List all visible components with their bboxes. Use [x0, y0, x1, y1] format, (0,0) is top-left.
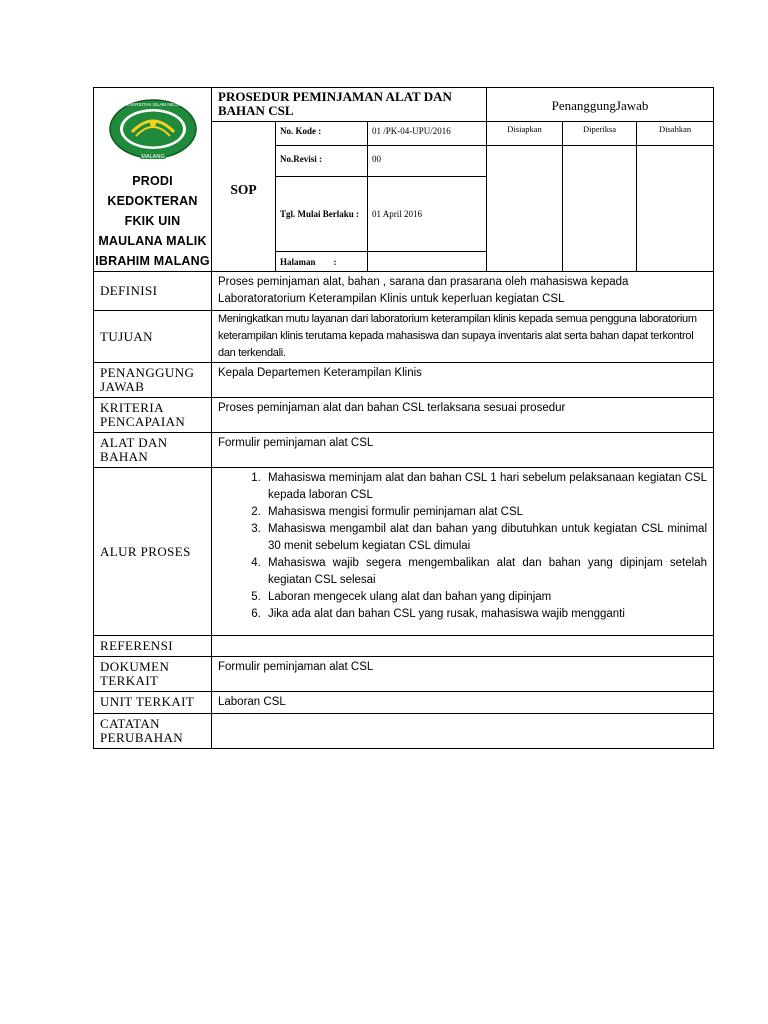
document-title: PROSEDUR PEMINJAMAN ALAT DAN BAHAN CSL [212, 88, 487, 122]
row-penanggung-jawab [94, 363, 714, 398]
meta-label-halaman: Halaman : [276, 252, 368, 272]
alur-steps-list [212, 468, 713, 625]
university-logo-icon [108, 98, 198, 162]
sop-body-table [93, 271, 714, 749]
signature-diperiksa-box [563, 146, 637, 272]
meta-label-tgl-berlaku: Tgl. Mulai Berlaku : [276, 177, 368, 252]
value-definisi: Proses peminjaman alat, bahan , sarana dan prasarana oleh mahasiswa kepada Laboratoratorium Keterampilan Klinis untuk keperluan kegiatan CSL [212, 272, 714, 311]
svg-text:UNIVERSITAS ISLAM NEGERI: UNIVERSITAS ISLAM NEGERI [121, 102, 184, 107]
meta-value-no-kode: 01 /PK-04-UPU/2016 [368, 122, 487, 146]
value-penanggung-jawab: Kepala Departemen Keterampilan Klinis [212, 363, 714, 398]
sop-header-table [93, 87, 714, 272]
value-alur-proses [212, 468, 714, 636]
svg-text:MALANG: MALANG [140, 154, 165, 160]
alur-step: 5. Laboran mengecek ulang alat dan bahan yang dipinjam [264, 589, 707, 606]
label-catatan-perubahan: CATATAN PERUBAHAN [94, 714, 212, 749]
meta-label-no-revisi: No.Revisi : [276, 146, 368, 177]
meta-value-halaman [368, 252, 487, 272]
label-definisi: DEFINISI [94, 272, 212, 311]
value-dokumen-terkait: Formulir peminjaman alat CSL [212, 657, 714, 692]
label-penanggung-jawab: PENANGGUNG JAWAB [94, 363, 212, 398]
label-alat-bahan: ALAT DAN BAHAN [94, 433, 212, 468]
signature-disahkan-label: Disahkan [637, 122, 714, 146]
alur-step: 2. Mahasiswa mengisi formulir peminjaman alat CSL [264, 504, 707, 521]
sop-document [93, 87, 713, 749]
label-alur-proses: ALUR PROSES [94, 468, 212, 636]
penanggung-jawab-header: PenanggungJawab [487, 88, 714, 122]
meta-label-no-kode: No. Kode : [276, 122, 368, 146]
meta-value-tgl-berlaku: 01 April 2016 [368, 177, 487, 252]
row-alur-proses [94, 468, 714, 636]
alur-step: 1. Mahasiswa meminjam alat dan bahan CSL 1 hari sebelum pelaksanaan kegiatan CSL kepada laboran CSL [264, 470, 707, 504]
row-unit-terkait [94, 692, 714, 714]
meta-value-no-revisi: 00 [368, 146, 487, 177]
label-dokumen-terkait: DOKUMEN TERKAIT [94, 657, 212, 692]
row-kriteria [94, 398, 714, 433]
signature-disiapkan-label: Disiapkan [487, 122, 563, 146]
row-alat-bahan [94, 433, 714, 468]
signature-disiapkan-box [487, 146, 563, 272]
row-referensi [94, 636, 714, 657]
label-unit-terkait: UNIT TERKAIT [94, 692, 212, 714]
prodi-name: PRODI KEDOKTERAN FKIK UIN MAULANA MALIK IBRAHIM MALANG [95, 174, 210, 268]
signature-disahkan-box [637, 146, 714, 272]
alur-step: 4. Mahasiswa wajib segera mengembalikan alat dan bahan yang dipinjam setelah kegiatan CSL selesai [264, 555, 707, 589]
signature-diperiksa-label: Diperiksa [563, 122, 637, 146]
value-unit-terkait: Laboran CSL [212, 692, 714, 714]
label-kriteria: KRITERIA PENCAPAIAN [94, 398, 212, 433]
sop-label: SOP [212, 122, 276, 272]
row-dokumen-terkait [94, 657, 714, 692]
alur-step: 6. Jika ada alat dan bahan CSL yang rusak, mahasiswa wajib mengganti [264, 606, 707, 623]
value-kriteria: Proses peminjaman alat dan bahan CSL terlaksana sesuai prosedur [212, 398, 714, 433]
label-tujuan: TUJUAN [94, 311, 212, 363]
value-catatan-perubahan [212, 714, 714, 749]
row-definisi [94, 272, 714, 311]
row-catatan-perubahan [94, 714, 714, 749]
label-referensi: REFERENSI [94, 636, 212, 657]
value-tujuan: Meningkatkan mutu layanan dari laboratorium keterampilan klinis kepada semua pengguna laboratorium keterampilan klinis terutama kepada mahasiswa dan supaya inventaris alat serta bahan dapat terkontrol dan terkendali. [212, 311, 714, 363]
row-tujuan [94, 311, 714, 363]
alur-step: 3. Mahasiswa mengambil alat dan bahan yang dibutuhkan untuk kegiatan CSL minimal 30 menit sebelum kegiatan CSL dimulai [264, 521, 707, 555]
value-alat-bahan: Formulir peminjaman alat CSL [212, 433, 714, 468]
value-referensi [212, 636, 714, 657]
logo-cell [94, 88, 212, 272]
